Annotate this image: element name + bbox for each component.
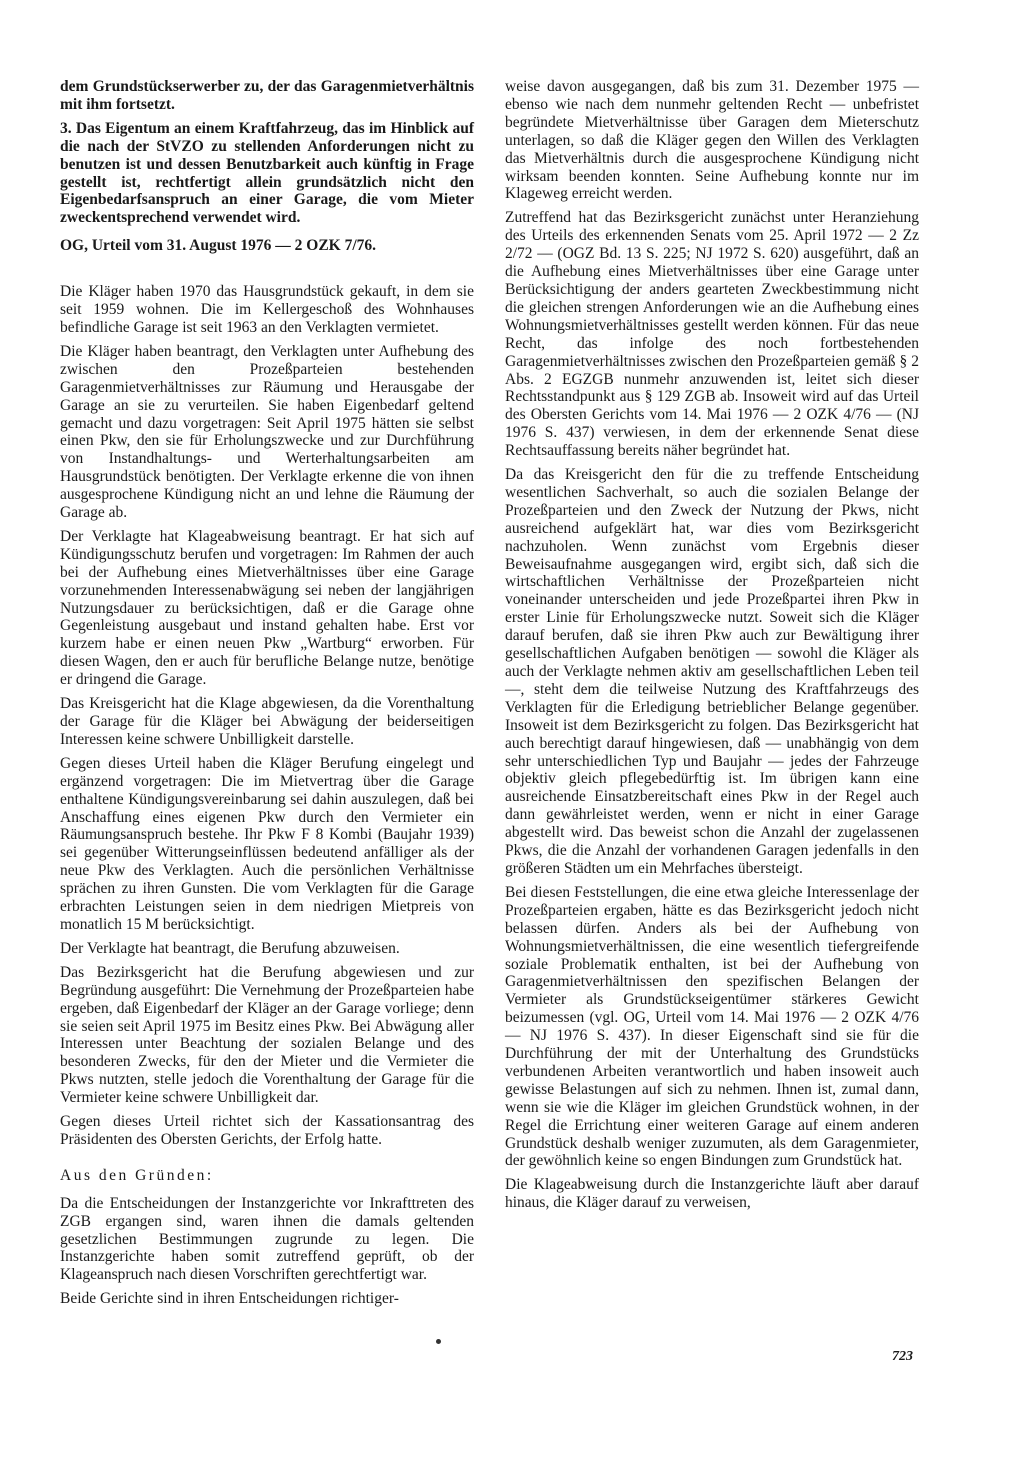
paragraph: weise davon ausgegangen, daß bis zum 31. Dezember 1975 — ebenso wie nach dem nunmehr geltenden Recht — unbefristet begründete Mietverhältnisse über Garagen dem Mieterschutz unterlagen, so daß die Kläger gegen den Willen des Verklagten das Mietverhältnis durch die ausgesprochene Kündigung nicht wirksam beenden konnten. Seine Aufhebung konnte nur im Klageweg erreicht werden. [505,78,919,203]
paragraph: Der Verklagte hat Klageabweisung beantragt. Er hat sich auf Kündigungsschutz berufen und vorgetragen: Im Rahmen der auch bei der Aufhebung eines Mietverhältnisses über eine Garage vorzunehmenden Interessenabwägung sei neben der langjährigen Nutzungsdauer zu berücksichtigen, daß er die Garage ohne Gegenleistung ausgebaut und instand gehalten habe. Erst vor kurzem habe er einen neuen Pkw „Wartburg“ erworben. Für diesen Wagen, den er auch für berufliche Belange nutze, benötige er dringend die Garage. [60,527,474,689]
paragraph: Beide Gerichte sind in ihren Entscheidungen richtiger- [60,1290,399,1308]
paragraph: Bei diesen Feststellungen, die eine etwa gleiche Interessenlage der Prozeßparteien ergaben, hätte es das Bezirksgericht jedoch nicht belassen dürfen. Anders als bei der Aufhebung von Wohnungsmietverhältnissen, die eine wesentlich tiefergreifende soziale Problematik enthalten, ist bei der Aufhebung von Garagenmietverhältnissen den spezifischen Belangen der Vermieter als Grundstückseigentümer stärkeres Gewicht beizumessen (vgl. OG, Urteil vom 14. Mai 1976 — 2 OZK 4/76 — NJ 1976 S. 437). In dieser Eigenschaft sind sie für die Durchführung der mit der Unterhaltung des Grundstücks verbundenen Arbeiten verantwortlich und haben insoweit auch gewisse Belastungen auf sich zu nehmen. Ihnen ist, zumal dann, wenn sie wie die Kläger im gleichen Grundstück wohnen, in der Regel die Errichtung einer weiteren Garage auf einem anderen Grundstück deshalb weniger zuzumuten, als dem Garagenmieter, der gewöhnlich keine so engen Bindungen zum Grundstück hat. [505,883,919,1170]
paragraph: Das Kreisgericht hat die Klage abgewiesen, da die Vorenthaltung der Garage für die Kläger bei Abwägung der beiderseitigen Interessen keine schwere Unbilligkeit darstelle. [60,695,474,748]
page-number: 723 [892,1349,913,1364]
paragraph: Die Kläger haben beantragt, den Verklagten unter Aufhebung des zwischen den Prozeßparteien bestehenden Garagenmietverhältnisses zur Räumung und Herausgabe der Garage an sie zu verurteilen. Sie haben Eigenbedarf geltend gemacht und dazu vorgetragen: Seit April 1975 hätten sie selbst einen Pkw, den sie für Erholungszwecke und zur Durchführung von Instandhaltungs- und Werterhaltungsarbeiten am Hausgrundstück benötigten. Der Verklagte erkenne die von ihnen ausgesprochene Kündigung nicht an und lehne die Räumung der Garage ab. [60,342,474,522]
headnote-end: dem Grundstückserwerber zu, der das Garagenmietverhältnis mit ihm fortsetzt. [60,78,474,113]
paragraph: Da die Entscheidungen der Instanzgerichte vor Inkrafttreten des ZGB ergangen sind, waren ihnen die damals geltenden gesetzlichen Bestimmungen zugrunde zu legen. Die Instanzgerichte haben somit zutreffend geprüft, ob der Klageanspruch nach diesen Vorschriften gerechtfertigt war. [60,1194,474,1284]
paragraph: Das Bezirksgericht hat die Berufung abgewiesen und zur Begründung ausgeführt: Die Vernehmung der Prozeßparteien habe ergeben, daß Eigenbedarf der Kläger an der Garage vorliege; denn sie seien seit April 1975 im Besitz eines Pkw. Bei Abwägung aller Interessen unter Beachtung der sozialen Belange und des besonderen Zwecks, für den der Mieter und die Vermieter die Pkws nutzten, stelle jedoch die Vorenthaltung der Garage für die Vermieter keine schwere Unbilligkeit dar. [60,963,474,1107]
paragraph: Gegen dieses Urteil haben die Kläger Berufung eingelegt und ergänzend vorgetragen: Die im Mietvertrag über die Garage enthaltene Kündigungsvereinbarung sei dahin auszulegen, daß bei Anschaffung eines eigenen Pkw durch den Vermieter ein Räumungsanspruch bestehe. Ihr Pkw F 8 Kombi (Baujahr 1939) sei gegenüber Witterungseinflüssen bedeutend anfälliger als der neue Pkw des Verklagten. Auch die persönlichen Verhältnisse sprächen zu ihren Gunsten. Die vom Verklagten für die Garage erbrachten Leistungen seien in dem niedrigen Mietpreis von monatlich 15 M berücksichtigt. [60,754,474,933]
paragraph: Die Klageabweisung durch die Instanzgerichte läuft aber darauf hinaus, die Kläger darauf zu verweisen, [505,1176,919,1212]
left-column [60,78,474,1314]
headnote-point-3: 3. Das Eigentum an einem Kraftfahrzeug, das im Hinblick auf die nach der StVZO zu stellenden Anforderungen nicht zu benutzen ist und dessen Benutzbarkeit auch künftig in Frage gestellt ist, rechtfertigt allein grundsätzlich nicht den Eigenbedarfsanspruch an einer Garage, die vom Mieter zweckentsprechend verwendet wird. [60,119,474,227]
paragraph: Die Kläger haben 1970 das Hausgrundstück gekauft, in dem sie seit 1959 wohnen. Die im Kellergeschoß des Wohnhauses befindliche Garage ist seit 1963 an den Verklagten vermietet. [60,283,474,336]
case-citation: OG, Urteil vom 31. August 1976 — 2 OZK 7/76. [60,237,377,255]
ink-speck [436,1339,441,1344]
right-column [505,78,919,1218]
section-heading: Aus den Gründen: [60,1166,214,1184]
paragraph: Gegen dieses Urteil richtet sich der Kassationsantrag des Präsidenten des Obersten Gerichts, der Erfolg hatte. [60,1113,474,1148]
paragraph: Der Verklagte hat beantragt, die Berufung abzuweisen. [60,939,400,957]
paragraph: Da das Kreisgericht den für die zu treffende Entscheidung wesentlichen Sachverhalt, so auch die sozialen Belange der Prozeßparteien und den Zweck der Nutzung der Pkws, nicht ausreichend aufgeklärt hat, war dies vom Bezirksgericht nachzuholen. Wenn zunächst vom Ergebnis dieser Beweisaufnahme ausgegangen wird, ergibt sich, daß sich die wirtschaftlichen Verhältnisse der Prozeßparteien nicht voneinander unterscheiden und jede Prozeßpartei ihren Pkw in erster Linie für Erholungszwecke nutzt. Soweit sich die Kläger darauf berufen, daß sie ihren Pkw auch zur Bewältigung ihrer gesellschaftlichen Aufgaben benötigen — sowohl die Kläger als auch der Verklagte nehmen aktiv am gesellschaftlichen Leben teil —, steht dem die teilweise Nutzung des Kraftfahrzeugs des Verklagten für die Erledigung betrieblicher Belange gegenüber. Insoweit ist dem Bezirksgericht zu folgen. Das Bezirksgericht hat auch berechtigt darauf hingewiesen, daß — unabhängig von dem sehr unterschiedlichen Typ und Baujahr — jedes der Fahrzeuge objektiv gleich pflegebedürftig ist. Im übrigen kann eine ausreichende Einsatzbereitschaft eines Pkw in der Regel auch dann gewährleistet werden, wenn er nicht in einer Garage abgestellt wird. Das beweist schon die Anzahl der zugelassenen Pkws, die die Anzahl der vorhandenen Garagen jedenfalls in den größeren Städten um ein Mehrfaches übersteigt. [505,466,919,877]
paragraph: Zutreffend hat das Bezirksgericht zunächst unter Heranziehung des Urteils des erkennenden Senats vom 25. April 1972 — 2 Zz 2/72 — (OGZ Bd. 13 S. 225; NJ 1972 S. 620) ausgeführt, daß an die Aufhebung eines Mietverhältnisses über eine Garage unter Berücksichtigung der anders gearteten Zweckbestimmung nicht die gleichen strengen Anforderungen wie an die Aufhebung eines Wohnungsmietverhältnisses gestellt werden können. Für das neue Recht, das infolge des noch fortbestehenden Garagenmietverhältnisses zwischen den Prozeßparteien gemäß § 2 Abs. 2 EGZGB nunmehr anzuwenden ist, leitet sich dieser Rechtsstandpunkt aus § 129 ZGB ab. Insoweit wird auf das Urteil des Obersten Gerichts vom 14. Mai 1976 — 2 OZK 4/76 — (NJ 1976 S. 437) verwiesen, in dem der erkennende Senat diese Rechtsauffassung bereits näher begründet hat. [505,209,919,460]
